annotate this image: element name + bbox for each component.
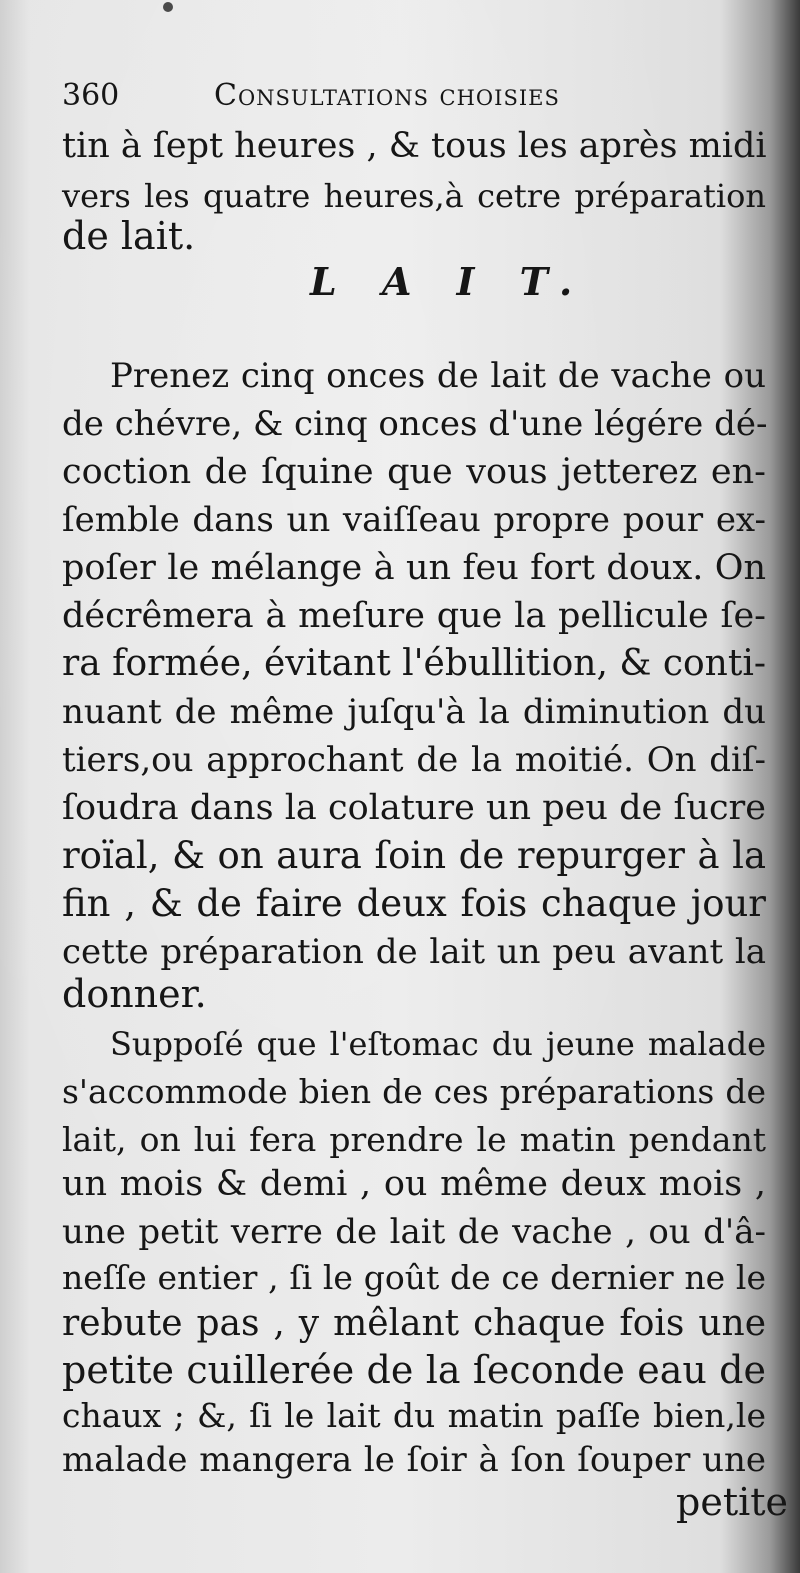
text-line: s'accommode bien de ces préparations de [62,1072,766,1111]
ink-speck [163,2,173,12]
page-number: 360 [62,78,120,113]
text-line: une petit verre de lait de vache , ou d'â- [62,1212,766,1252]
text-line: nuant de même juſqu'à la diminution du [62,692,766,732]
text-line: donner. [62,972,207,1016]
text-line: Prenez cinq onces de lait de vache ou [110,356,766,396]
text-line: de chévre, & cinq onces d'une légére dé- [62,404,768,444]
text-line: ſemble dans un vaiſſeau propre pour ex- [62,500,766,540]
running-title: Consultations choisies [214,78,560,113]
section-title: L A I T. [310,259,589,304]
text-line: roïal, & on aura ſoin de repurger à la [62,834,766,877]
text-line: poſer le mélange à un feu fort doux. On [62,548,766,588]
text-line: un mois & demi , ou même deux mois , [62,1164,766,1204]
text-line: tiers,ou approchant de la moitié. On diſ- [62,740,766,780]
text-line: cette préparation de lait un peu avant la [62,932,766,972]
text-line: ſoudra dans la colature un peu de ſucre [62,788,766,828]
text-line: Suppoſé que l'eſtomac du jeune malade [110,1025,766,1063]
text-line: petite cuillerée de la ſeconde eau de [62,1348,766,1392]
text-line: de lait. [62,214,196,258]
text-line: neſſe entier , ſi le goût de ce dernier ne le [62,1258,766,1297]
text-line: tin à ſept heures , & tous les après midi [62,126,767,166]
text-line: coction de ſquine que vous jetterez en- [62,452,766,492]
catchword: petite [676,1480,788,1524]
text-line: fin , & de faire deux fois chaque jour [62,882,766,925]
text-line: ra formée, évitant l'ébullition, & conti- [62,643,767,684]
text-line: chaux ; &, ſi le lait du matin paſſe bien,le [62,1396,766,1435]
text-line: malade mangera le ſoir à ſon ſouper une [62,1440,766,1480]
text-line: rebute pas , y mêlant chaque fois une [62,1303,766,1344]
text-line: lait, on lui fera prendre le matin pendant [62,1120,766,1159]
page-header [62,74,762,118]
text-line: vers les quatre heures,à cetre préparation [62,177,766,215]
text-line: décrêmera à meſure que la pellicule ſe- [62,596,766,636]
